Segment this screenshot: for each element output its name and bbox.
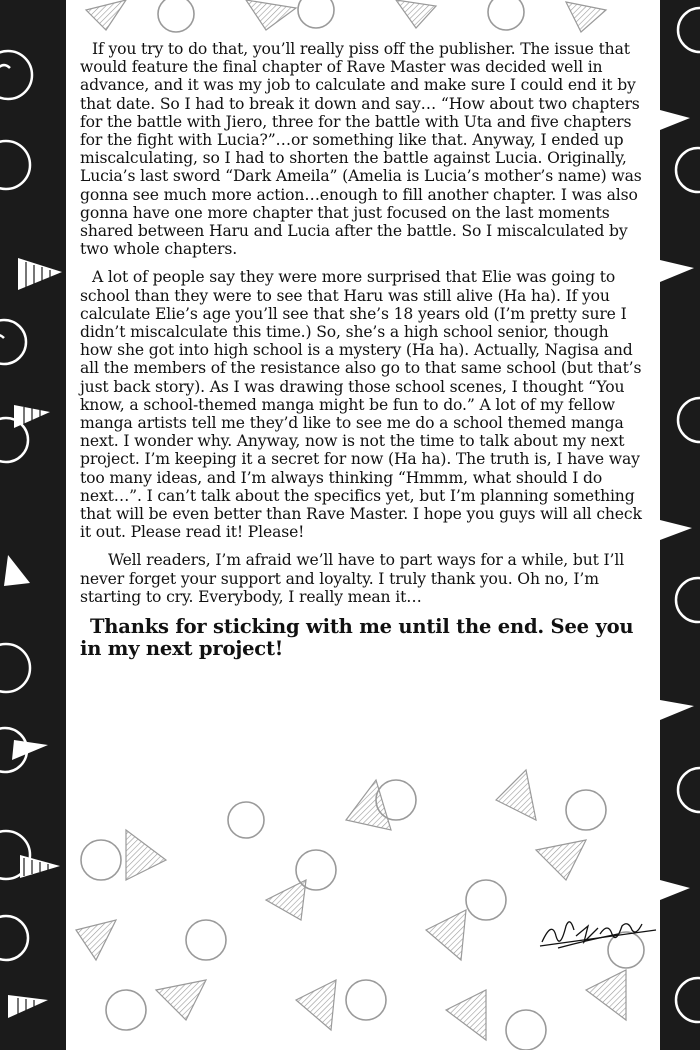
left-border-strip — [0, 0, 66, 1050]
paragraph-2: A lot of people say they were more surprised that Elie was going to school than they were to see that Haru was still alive (Ha ha). If you calculate Elie’s age you’ll see that she’s 18 years old (I’m pretty sure I didn’t miscalculate this time.) So, she’s a high school senior, though how she got into high school is a mystery (Ha ha). Actually, Nagisa and all the members of the resistance also go to that same school (but that’s just back story). As I was drawing those school scenes, I thought “You know, a school-themed manga might be fun to do.” A lot of my fellow manga artists tell me they’d like to see me do a school themed manga next. I wonder why. Anyway, now is not the time to talk about my next project. I’m keeping it a secret for now (Ha ha). The truth is, I have way too many ideas, and I’m always thinking “Hmmm, what should I do next…”. I can’t talk about the specifics yet, but I’m planning something that will be even better than Rave Master. I hope you guys will all check it out. Please read it! Please! — [80, 268, 642, 542]
right-strip-doodles-icon — [660, 0, 700, 1050]
author-signature — [538, 912, 658, 952]
paragraph-3: Well readers, I’m afraid we’ll have to part ways for a while, but I’ll never forget your support and loyalty. I truly thank you. Oh no, I’m starting to cry. Everybody, I really mean it… — [80, 551, 625, 606]
paragraph-1: If you try to do that, you’ll really piss off the publisher. The issue that would feature the final chapter of Rave Master was decided well in advance, and it was my job to calculate and make sure I could end it by that date. So I had to break it down and say… “How about two chapters for the battle with Jiero, three for the battle with Uta and five chapters for the fight with Lucia?”…or something like that. Anyway, I ended up miscalculating, so I had to shorten the battle against Lucia. Originally, Lucia’s last sword “Dark Ameila” (Amelia is Lucia’s mother’s name) was gonna see much more action…enough to fill another chapter. I was also gonna have one more chapter that just focused on the last moments shared between Haru and Lucia after the battle. So I miscalculated by two whole chapters. — [80, 40, 642, 259]
closing-message: Thanks for sticking with me until the end. See you in my next project! — [80, 615, 634, 661]
signature-icon — [538, 912, 658, 952]
right-border-strip — [660, 0, 700, 1050]
left-strip-doodles-icon — [0, 0, 66, 1050]
afterword-text — [80, 40, 642, 660]
